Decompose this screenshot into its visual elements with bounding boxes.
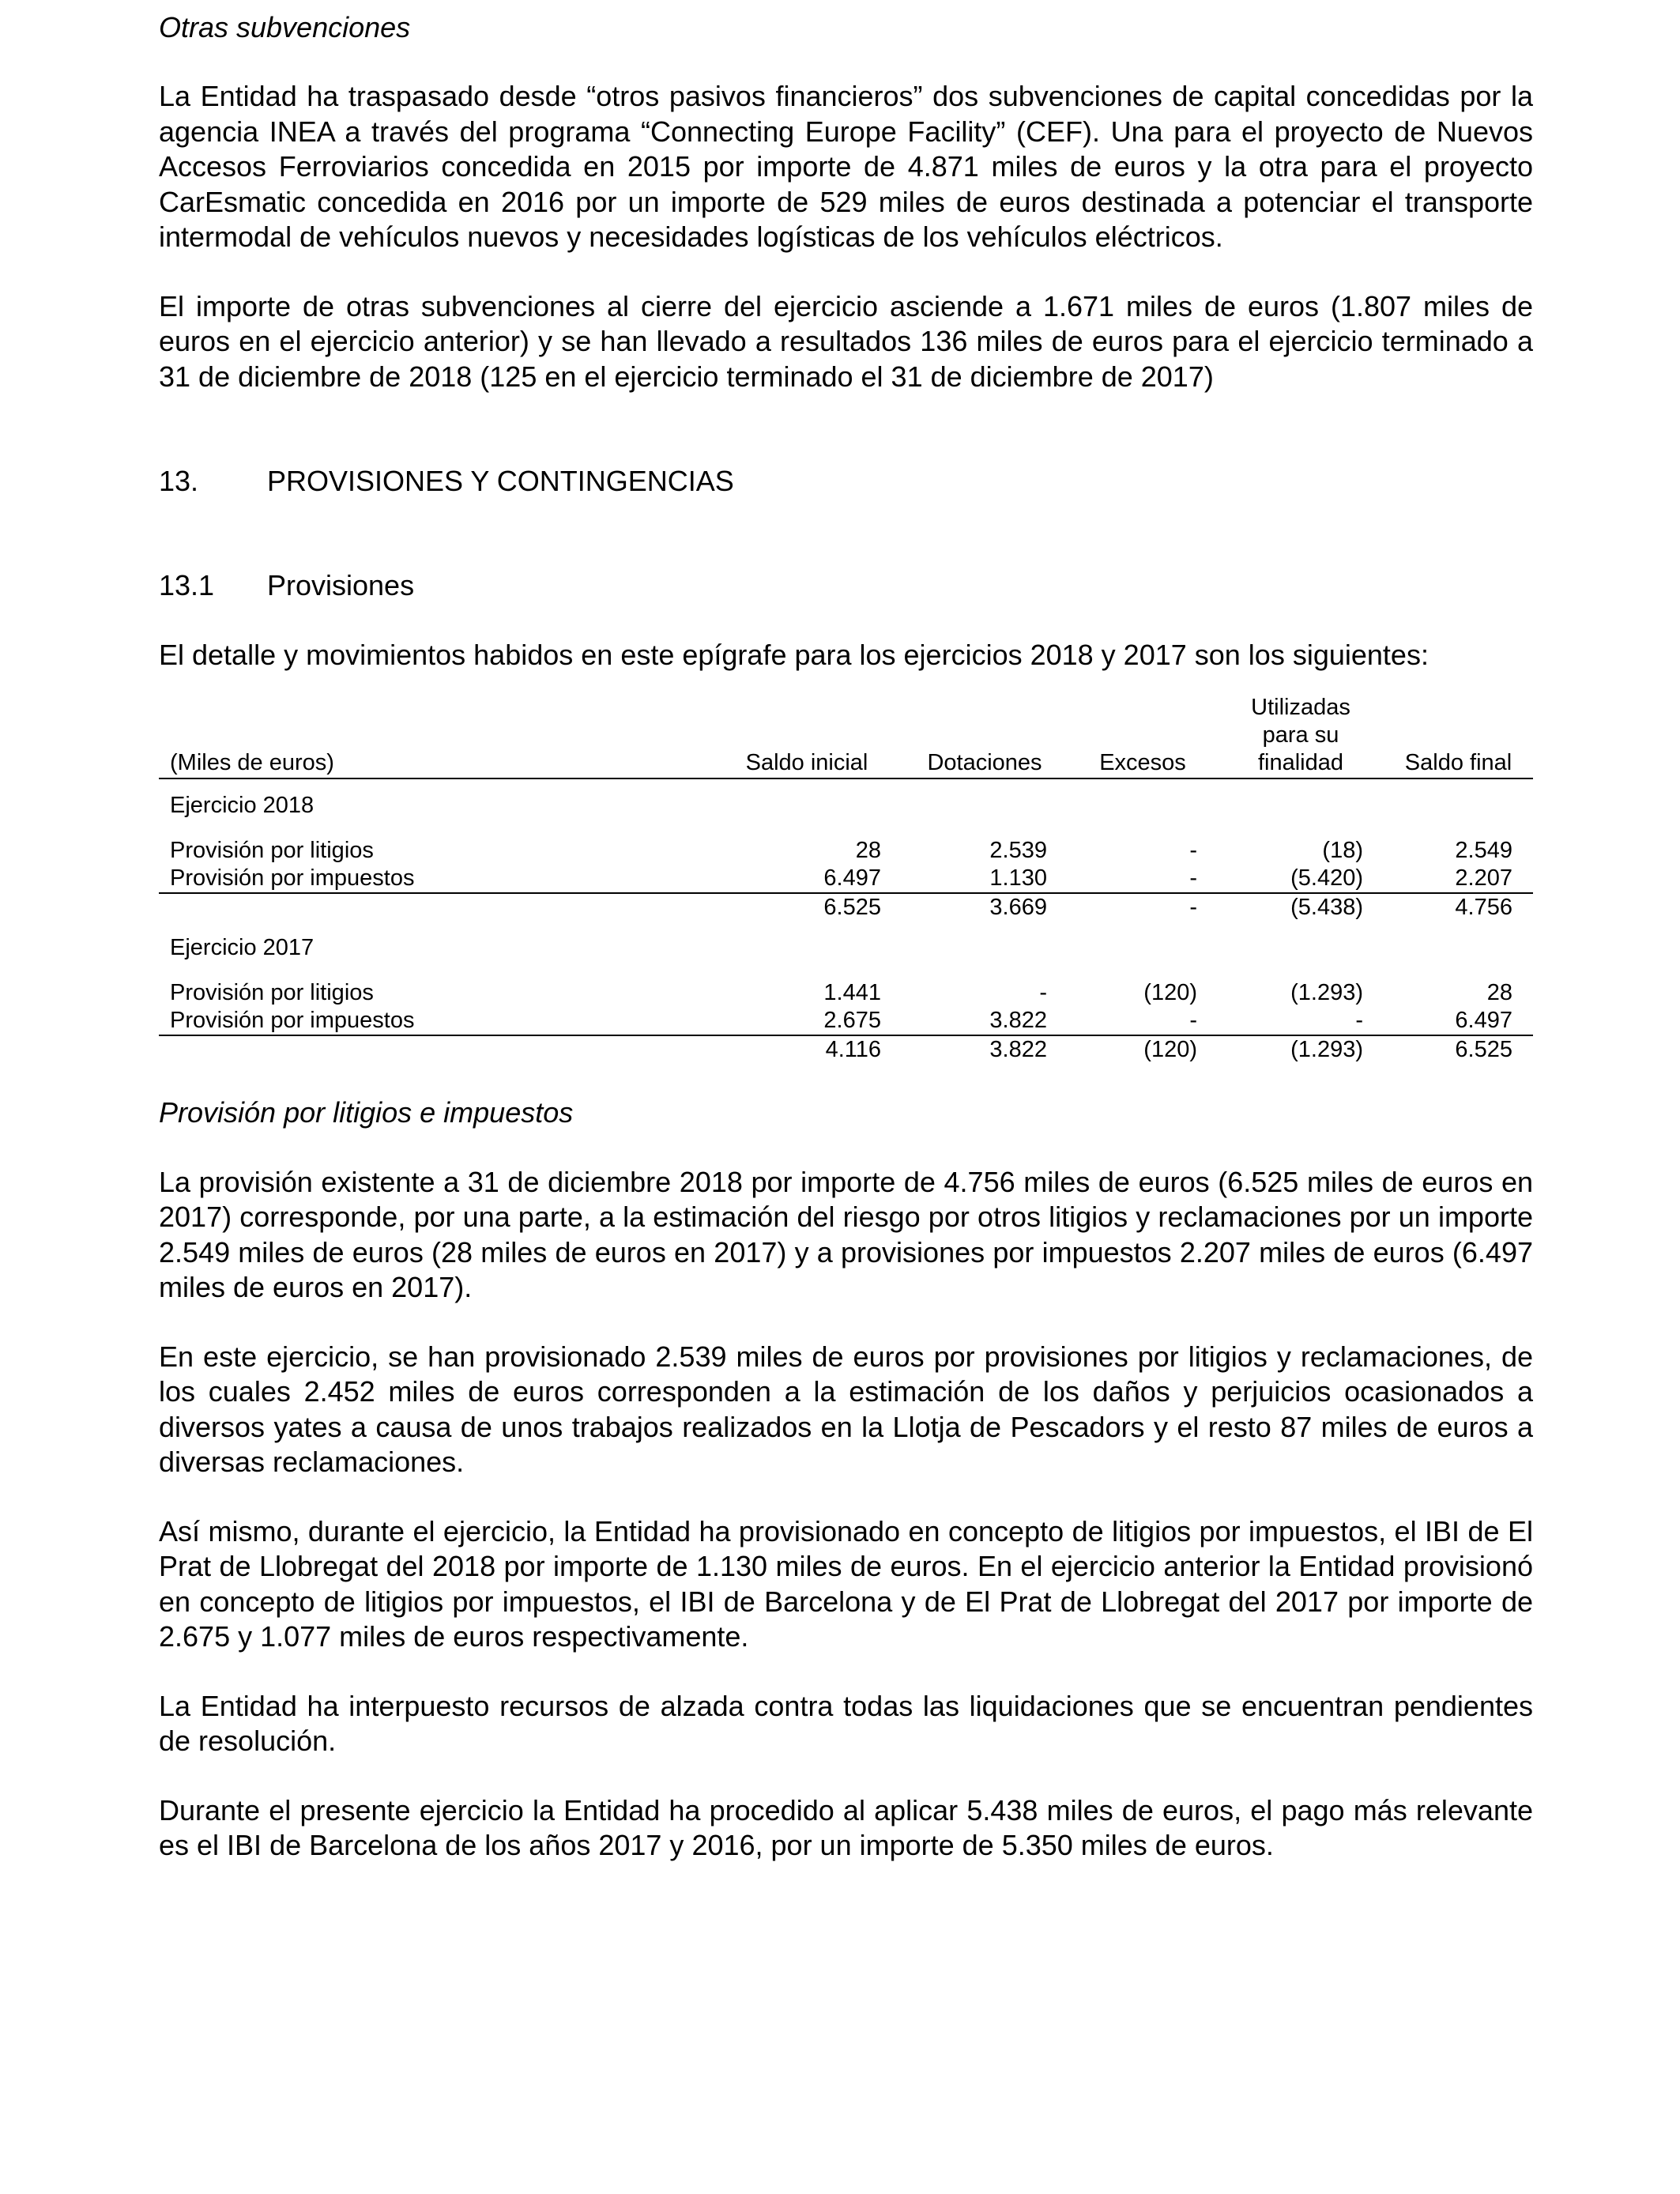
total-saldo-final: 6.525 <box>1384 1035 1533 1064</box>
table-row <box>159 1007 1533 1035</box>
cell-excesos: - <box>1189 1007 1197 1033</box>
header-utilizadas-line-3: finalidad <box>1257 749 1344 775</box>
total-saldo-final: 4.756 <box>1384 893 1533 922</box>
litigios-paragraph-2: En este ejercicio, se han provisionado 2.539 miles de euros por provisiones por litigios y reclamaciones, de los cuales 2.452 miles de euros corresponden a la estimación de los daños y perjuicios ocasionados a diversos yates a causa de unos trabajos realizados en la Llotja de Pescadors y el resto 87 miles de euros a diversas reclamaciones. <box>159 1340 1533 1478</box>
cell-saldo-inicial: 1.441 <box>823 979 881 1005</box>
total-dotaciones: 3.822 <box>902 1035 1068 1064</box>
table-row <box>159 837 1533 865</box>
section-13-heading <box>159 464 1533 499</box>
section-13-1-heading <box>159 568 1533 603</box>
group-row-2018 <box>159 778 1533 837</box>
header-utilizadas-line-2: para su <box>1262 722 1339 748</box>
cell-saldo-final: 2.207 <box>1455 865 1512 891</box>
section-13-1-number: 13.1 <box>159 569 215 601</box>
litigios-paragraph-3: Así mismo, durante el ejercicio, la Entidad ha provisionado en concepto de litigios por impuestos, el IBI de El Prat de Llobregat del 2018 por importe de 1.130 miles de euros. En el ejercicio anterior la Entidad provisionó en concepto de litigios por impuestos, el IBI de Barcelona y de El Prat de Llobregat del 2017 por importe de 2.675 y 1.077 miles de euros respectivamente. <box>159 1514 1533 1653</box>
document-page <box>159 0 1533 1864</box>
header-dotaciones: Dotaciones <box>902 694 1068 778</box>
cell-saldo-final: 2.549 <box>1455 837 1512 863</box>
otras-paragraph-1: La Entidad ha traspasado desde “otros pasivos financieros” dos subvenciones de capital concedidas por la agencia INEA a través del programa “Connecting Europe Facility” (CEF). Una para el proyecto de Nuevos Accesos Ferroviarios concedida en 2015 por importe de 4.871 miles de euros y la otra para el proyecto CarEsmatic concedida en 2016 por un importe de 529 miles de euros destinada a potenciar el transporte intermodal de vehículos nuevos y necesidades logísticas de los vehículos eléctricos. <box>159 80 1533 253</box>
cell-utilizadas: (5.420) <box>1290 865 1363 891</box>
total-label-empty <box>159 893 712 922</box>
section-13-1-title: Provisiones <box>267 569 415 601</box>
cell-dotaciones: - <box>1039 979 1047 1005</box>
total-utilizadas: (5.438) <box>1218 893 1384 922</box>
otras-subvenciones-heading: Otras subvenciones <box>159 11 411 43</box>
cell-utilizadas: (18) <box>1322 837 1363 863</box>
ejercicio-2017-label: Ejercicio 2017 <box>170 934 315 960</box>
litigios-paragraph-1: La provisión existente a 31 de diciembre 2018 por importe de 4.756 miles de euros (6.525 miles de euros en 2017) corresponde, por una parte, a la estimación del riesgo por otros litigios y reclamaciones por un importe 2.549 miles de euros (28 miles de euros en 2017) y a provisiones por impuestos 2.207 miles de euros (6.497 miles de euros en 2017). <box>159 1165 1533 1303</box>
cell-excesos: (120) <box>1143 979 1197 1005</box>
total-label-empty <box>159 1035 712 1064</box>
row-label: Provisión por impuestos <box>170 865 415 891</box>
total-dotaciones: 3.669 <box>902 893 1068 922</box>
section-13-title: PROVISIONES Y CONTINGENCIAS <box>267 465 734 497</box>
litigios-paragraph-5: Durante el presente ejercicio la Entidad ha procedido al aplicar 5.438 miles de euros, el pago más relevante es el IBI de Barcelona de los años 2017 y 2016, por un importe de 5.350 miles de euros. <box>159 1793 1533 1861</box>
provisiones-table <box>159 694 1533 1064</box>
total-saldo-inicial: 4.116 <box>712 1035 902 1064</box>
cell-saldo-inicial: 6.497 <box>823 865 881 891</box>
cell-excesos: - <box>1189 865 1197 891</box>
provisiones-intro: El detalle y movimientos habidos en este epígrafe para los ejercicios 2018 y 2017 son los siguientes: <box>159 639 1429 671</box>
cell-dotaciones: 3.822 <box>989 1007 1047 1033</box>
row-label: Provisión por litigios <box>170 979 374 1005</box>
row-label: Provisión por litigios <box>170 837 374 863</box>
ejercicio-2018-label: Ejercicio 2018 <box>170 792 315 818</box>
cell-utilizadas: (1.293) <box>1290 979 1363 1005</box>
cell-dotaciones: 2.539 <box>989 837 1047 863</box>
header-excesos: Excesos <box>1068 694 1218 778</box>
litigios-heading: Provisión por litigios e impuestos <box>159 1095 574 1129</box>
total-utilizadas: (1.293) <box>1218 1035 1384 1064</box>
table-row <box>159 979 1533 1007</box>
header-utilizadas <box>1218 694 1384 778</box>
header-saldo-final: Saldo final <box>1384 694 1533 778</box>
row-label: Provisión por impuestos <box>170 1007 415 1033</box>
cell-excesos: - <box>1189 837 1197 863</box>
total-excesos: (120) <box>1068 1035 1218 1064</box>
cell-utilizadas: - <box>1355 1007 1363 1033</box>
group-row-2017 <box>159 922 1533 979</box>
total-row-2018 <box>159 893 1533 922</box>
table-header-row <box>159 694 1533 778</box>
cell-saldo-inicial: 2.675 <box>823 1007 881 1033</box>
cell-dotaciones: 1.130 <box>989 865 1047 891</box>
total-excesos: - <box>1068 893 1218 922</box>
total-saldo-inicial: 6.525 <box>712 893 902 922</box>
header-miles-euros: (Miles de euros) <box>159 694 712 778</box>
header-utilizadas-line-1: Utilizadas <box>1251 694 1350 720</box>
cell-saldo-inicial: 28 <box>855 837 881 863</box>
total-row-2017 <box>159 1035 1533 1064</box>
cell-saldo-final: 6.497 <box>1455 1007 1512 1033</box>
section-13-number: 13. <box>159 465 199 497</box>
cell-saldo-final: 28 <box>1486 979 1512 1005</box>
otras-paragraph-2: El importe de otras subvenciones al cierre del ejercicio asciende a 1.671 miles de euros (1.807 miles de euros en el ejercicio anterior) y se han llevado a resultados 136 miles de euros para el ejercicio terminado a 31 de diciembre de 2018 (125 en el ejercicio terminado el 31 de diciembre de 2017) <box>159 289 1533 393</box>
header-saldo-inicial: Saldo inicial <box>712 694 902 778</box>
litigios-paragraph-4: La Entidad ha interpuesto recursos de alzada contra todas las liquidaciones que se encuentran pendientes de resolución. <box>159 1689 1533 1757</box>
table-row <box>159 865 1533 893</box>
